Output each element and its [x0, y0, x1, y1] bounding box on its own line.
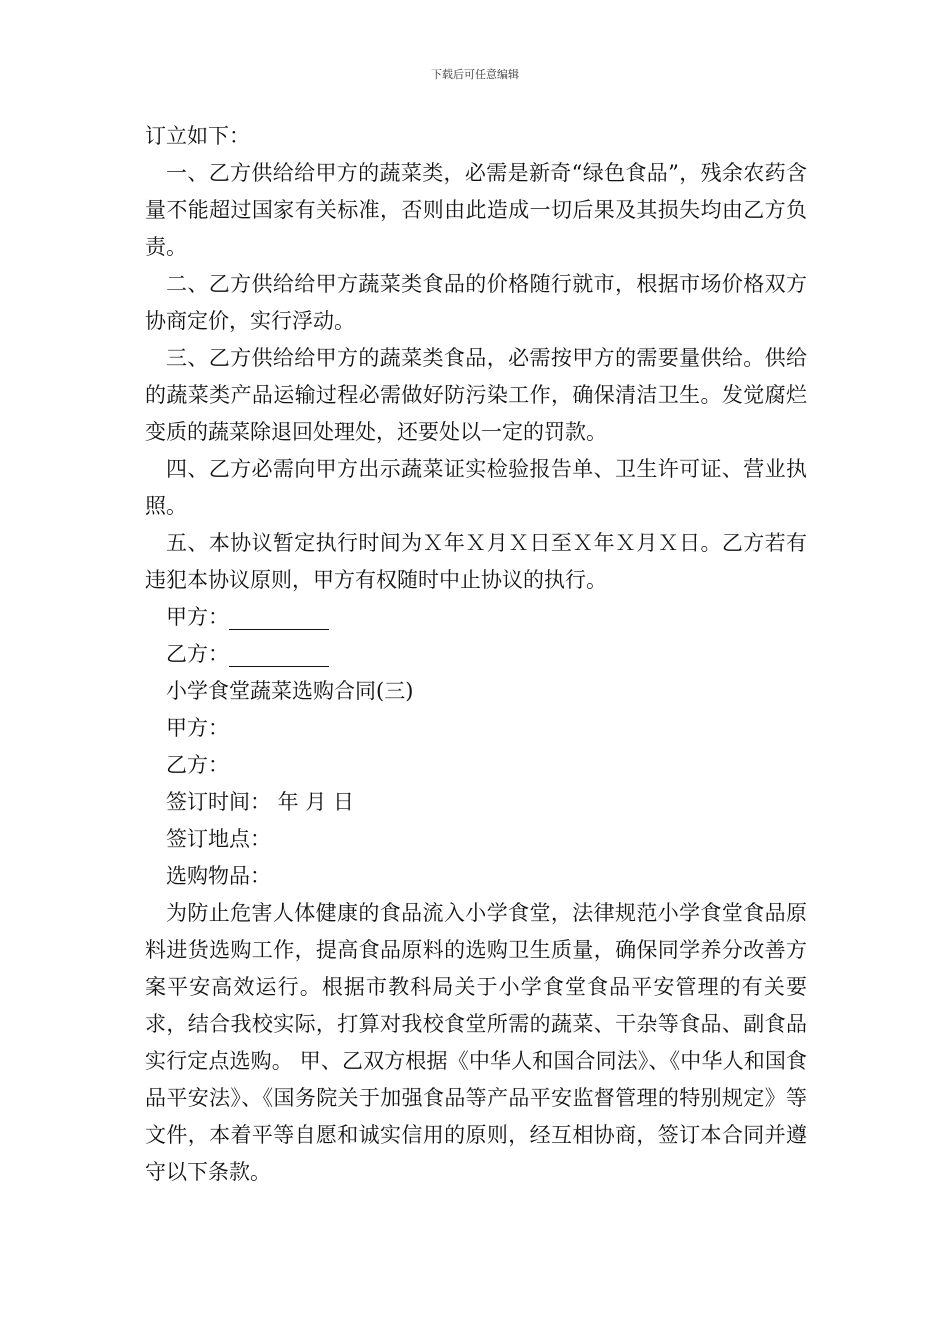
preamble-paragraph: 为防止危害人体健康的食品流入小学食堂，法律规范小学食堂食品原料进货选购工作，提高食品原料的选购卫生质量，确保同学养分改善方案平安高效运行。根据市教科局关于小学食堂食品平安管理的有关要求，结合我校实际，打算对我校食堂所需的蔬菜、干杂等食品、副食品实行定点选购。 甲、乙双方根据《中华人和国合同法》、《中华人和国食品平安法》、《国务院关于加强食品等产品平安监督管理的特别规定》等文件，本着平等自愿和诚实信用的原则，经互相协商，签订本合同并遵守以下条款。: [145, 901, 807, 1184]
document-body: [145, 118, 807, 1191]
signature-blank-a: [229, 607, 329, 630]
signature-line-b: [145, 636, 807, 673]
clause-1: 一、乙方供给给甲方的蔬菜类，必需是新奇“绿色食品”，残余农药含量不能超过国家有关标准，否则由此造成一切后果及其损失均由乙方负责。: [145, 161, 807, 259]
clause-5: 五、本协议暂定执行时间为Ｘ年Ｘ月Ｘ日至Ｘ年Ｘ月Ｘ日。乙方若有违犯本协议原则，甲方有权随时中止协议的执行。: [145, 531, 807, 592]
contract-title: 小学食堂蔬菜选购合同(三): [166, 679, 414, 703]
goods-field: 选购物品：: [166, 864, 271, 888]
paragraph-intro: 订立如下：: [145, 124, 250, 148]
clause-2: 二、乙方供给给甲方蔬菜类食品的价格随行就市，根据市场价格双方协商定价，实行浮动。: [145, 272, 807, 333]
clause-3: 三、乙方供给给甲方的蔬菜类食品，必需按甲方的需要量供给。供给的蔬菜类产品运输过程必需做好防污染工作，确保清洁卫生。发觉腐烂变质的蔬菜除退回处理处，还要处以一定的罚款。: [145, 346, 807, 444]
signature-label-b: 乙方：: [166, 642, 229, 666]
signature-line-a: [145, 599, 807, 636]
signature-label-a: 甲方：: [166, 605, 229, 629]
party-a-field: 甲方：: [166, 716, 229, 740]
party-b-field: 乙方：: [166, 753, 229, 777]
signature-blank-b: [229, 644, 329, 667]
sign-place-field: 签订地点：: [166, 827, 271, 851]
page-header: 下载后可任意编辑: [431, 68, 519, 81]
clause-4: 四、乙方必需向甲方出示蔬菜证实检验报告单、卫生许可证、营业执照。: [145, 457, 807, 518]
sign-time-field: 签订时间： 年 月 日: [166, 790, 355, 814]
